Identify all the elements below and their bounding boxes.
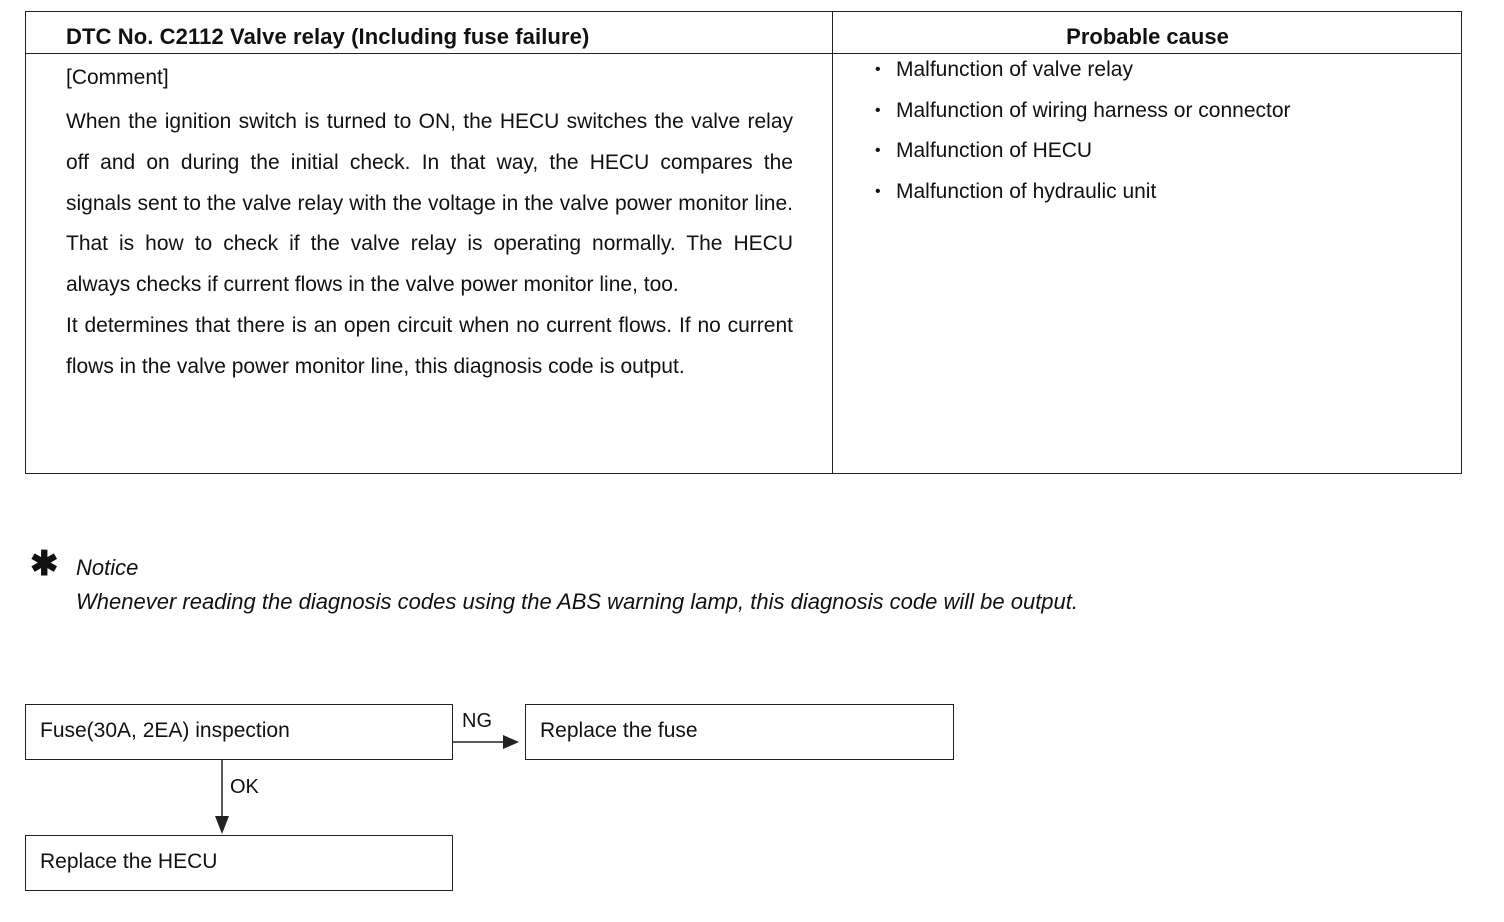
cause-item: • Malfunction of hydraulic unit [871,176,1291,217]
comment-paragraph-2: It determines that there is an open circuit when no current flows. If no current flows in the valve power monitor line, this diagnosis code is output. [66,313,793,378]
cause-item: • Malfunction of valve relay [871,54,1291,95]
replace-fuse-box: Replace the fuse [525,704,954,760]
bullet-icon: • [875,61,881,78]
asterisk-icon: ✱ [30,545,59,583]
fuse-inspection-box: Fuse(30A, 2EA) inspection [25,704,453,760]
dtc-table [25,11,1462,474]
comment-title: [Comment] [66,66,169,89]
probable-cause-list [871,54,1291,217]
ng-arrow-head [503,735,519,749]
column-divider [832,12,833,473]
bullet-icon: • [875,183,881,201]
dtc-header: DTC No. C2112 Valve relay (Including fuse failure) [66,24,590,49]
comment-cell [66,62,793,388]
bullet-icon: • [875,142,881,160]
ok-label: OK [230,776,259,798]
probable-cause-header: Probable cause [1066,24,1229,49]
ng-label: NG [462,710,492,732]
ok-arrow-head [215,816,229,834]
comment-paragraph-1: When the ignition switch is turned to ON, the HECU switches the valve relay off and on during the initial check. In that way, the HECU compares the signals sent to the valve relay with the voltage in the valve power monitor line. That is how to check if the valve relay is operating normally. The HECU always checks if current flows in the valve power monitor line, too. [66,110,793,297]
replace-hecu-box: Replace the HECU [25,835,453,891]
cause-item: • Malfunction of HECU [871,135,1291,176]
notice-text: Whenever reading the diagnosis codes using the ABS warning lamp, this diagnosis code will be output. [76,589,1078,614]
cause-item: • Malfunction of wiring harness or connector [871,95,1291,136]
bullet-icon: • [875,101,881,119]
notice-title: Notice [76,555,139,580]
